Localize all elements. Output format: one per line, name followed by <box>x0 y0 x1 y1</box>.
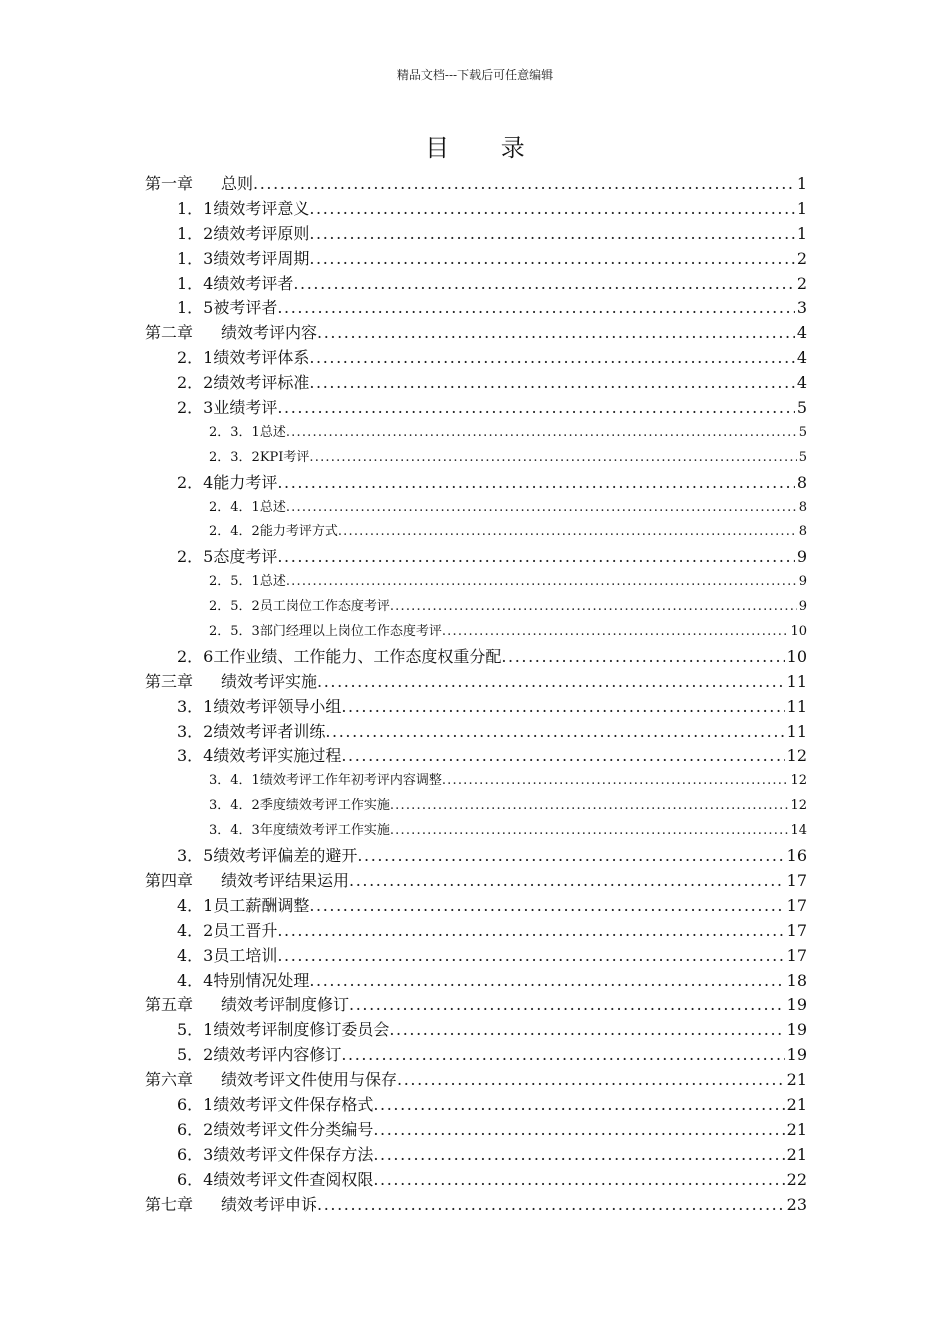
toc-dot-leader <box>309 894 784 919</box>
toc-entry-title: 2．5．3部门经理以上岗位工作态度考评 <box>209 624 442 640</box>
toc-entry-title: 3．4绩效考评实施过程 <box>177 746 342 766</box>
toc-entry-title: 2．5．2员工岗位工作态度考评 <box>209 599 390 615</box>
toc-dot-leader <box>286 496 797 521</box>
toc-entry-title: 2．6工作业绩、工作能力、工作态度权重分配 <box>177 646 502 666</box>
toc-chapter-number: 第五章 <box>145 995 194 1015</box>
toc-entry-title: 2．5．1总述 <box>209 574 286 590</box>
toc-entry-label <box>177 1093 373 1118</box>
toc-dot-leader <box>390 595 797 620</box>
toc-page-number: 17 <box>786 870 807 890</box>
toc-chapter-number: 第七章 <box>145 1194 194 1214</box>
toc-entry[interactable] <box>145 869 807 894</box>
toc-page-number: 2 <box>796 273 807 293</box>
toc-entry-label <box>209 595 390 620</box>
toc-page-number: 3 <box>796 298 807 318</box>
toc-entry-title: 1．2绩效考评原则 <box>177 223 310 243</box>
toc-entry-title: 5．2绩效考评内容修订 <box>177 1045 342 1065</box>
page-title: 目 录 <box>425 134 547 162</box>
toc-dot-leader <box>442 620 789 645</box>
toc-dot-leader <box>309 222 794 247</box>
toc-entry-title: 绩效考评申诉 <box>221 1194 318 1214</box>
toc-page-number: 1 <box>796 223 807 243</box>
toc-entry-title: 4．2员工晋升 <box>177 920 278 940</box>
toc-dot-leader <box>390 819 789 844</box>
toc-entry-label <box>209 769 442 794</box>
toc-chapter-number: 第三章 <box>145 671 194 691</box>
toc-entry-label <box>177 1168 373 1193</box>
toc-page-number: 5 <box>796 398 807 418</box>
toc-entry-title: 6．2绩效考评文件分类编号 <box>177 1119 374 1139</box>
toc-page-number: 12 <box>786 746 807 766</box>
toc-dot-leader <box>501 645 784 670</box>
toc-page-number: 8 <box>798 499 807 515</box>
toc-page-number: 17 <box>786 895 807 915</box>
toc-page-number: 12 <box>790 773 807 789</box>
toc-entry[interactable] <box>145 222 807 247</box>
toc-entry[interactable] <box>145 545 807 570</box>
toc-page-number: 22 <box>786 1169 807 1189</box>
toc-entry-label <box>177 744 341 769</box>
toc-entry-title: 6．1绩效考评文件保存格式 <box>177 1094 374 1114</box>
toc-dot-leader <box>341 1043 784 1068</box>
toc-entry[interactable] <box>145 595 807 620</box>
toc-entry-title: 4．3员工培训 <box>177 945 278 965</box>
toc-dot-leader <box>317 1193 785 1218</box>
toc-entry-label <box>209 446 309 471</box>
toc-entry[interactable] <box>145 744 807 769</box>
toc-page-number: 21 <box>786 1119 807 1139</box>
toc-entry-title: 5．1绩效考评制度修订委员会 <box>177 1020 390 1040</box>
toc-entry[interactable] <box>145 919 807 944</box>
toc-entry[interactable] <box>145 172 807 197</box>
toc-entry-title: 4．4特别情况处理 <box>177 970 310 990</box>
toc-entry-title: 绩效考评文件使用与保存 <box>221 1070 398 1090</box>
toc-entry[interactable] <box>145 1118 807 1143</box>
toc-entry-label <box>177 247 309 272</box>
toc-dot-leader <box>309 371 794 396</box>
toc-page-number: 19 <box>786 1045 807 1065</box>
toc-entry-label <box>177 545 277 570</box>
toc-entry-title: 绩效考评结果运用 <box>221 870 350 890</box>
toc-page-number: 5 <box>798 449 807 465</box>
toc-page-number: 16 <box>786 846 807 866</box>
toc-entry-label <box>177 645 501 670</box>
toc-dot-leader <box>373 1143 784 1168</box>
toc-dot-leader <box>397 1068 785 1093</box>
toc-page-number: 11 <box>786 721 807 741</box>
toc-entry[interactable] <box>145 247 807 272</box>
toc-entry-title: 2．4能力考评 <box>177 472 278 492</box>
toc-entry-title: 总则 <box>221 174 254 193</box>
toc-entry[interactable] <box>145 197 807 222</box>
toc-entry[interactable] <box>145 1093 807 1118</box>
toc-entry[interactable] <box>145 1018 807 1043</box>
toc-entry-label <box>177 197 309 222</box>
toc-entry[interactable] <box>145 769 807 794</box>
toc-entry-title: 2．4．2能力考评方式 <box>209 524 338 540</box>
toc-dot-leader <box>341 744 784 769</box>
toc-entry[interactable] <box>145 720 807 745</box>
toc-dot-leader <box>389 1018 784 1043</box>
table-of-contents <box>145 172 807 1217</box>
toc-dot-leader <box>277 545 794 570</box>
toc-page-number: 12 <box>790 798 807 814</box>
toc-dot-leader <box>317 321 795 346</box>
toc-dot-leader <box>317 670 785 695</box>
toc-page-number: 8 <box>796 472 807 492</box>
toc-page-number: 19 <box>786 1020 807 1040</box>
toc-entry[interactable] <box>145 446 807 471</box>
toc-page-number: 17 <box>786 945 807 965</box>
toc-dot-leader <box>309 446 796 471</box>
toc-entry[interactable] <box>145 1068 807 1093</box>
toc-entry-label <box>177 272 293 297</box>
toc-entry-label <box>209 421 286 446</box>
page-header: 精品文档---下载后可任意编辑 <box>396 68 554 82</box>
toc-entry[interactable] <box>145 670 807 695</box>
toc-page-number: 5 <box>798 424 807 440</box>
toc-page-number: 4 <box>796 323 807 343</box>
toc-entry-label <box>177 1143 373 1168</box>
toc-entry-title: 6．4绩效考评文件查阅权限 <box>177 1169 374 1189</box>
toc-entry[interactable] <box>145 894 807 919</box>
toc-page-number: 19 <box>786 995 807 1015</box>
toc-entry-title: 3．1绩效考评领导小组 <box>177 696 342 716</box>
toc-entry-label <box>145 869 349 894</box>
toc-entry-label <box>145 670 317 695</box>
toc-entry-label <box>145 1193 317 1218</box>
toc-page-number: 21 <box>786 1144 807 1164</box>
toc-entry-title: 3．2绩效考评者训练 <box>177 721 326 741</box>
toc-entry[interactable] <box>145 645 807 670</box>
toc-entry[interactable] <box>145 321 807 346</box>
toc-entry[interactable] <box>145 969 807 994</box>
toc-chapter-number: 第六章 <box>145 1070 194 1090</box>
toc-page-number: 10 <box>790 624 807 640</box>
toc-dot-leader <box>309 346 794 371</box>
toc-entry-label <box>209 570 286 595</box>
toc-entry-label <box>209 794 390 819</box>
toc-entry-label <box>209 819 390 844</box>
toc-entry-title: 1．4绩效考评者 <box>177 273 294 293</box>
toc-entry-title: 6．3绩效考评文件保存方法 <box>177 1144 374 1164</box>
toc-entry-title: 2．3．1总述 <box>209 424 286 440</box>
toc-entry[interactable] <box>145 1168 807 1193</box>
toc-entry[interactable] <box>145 794 807 819</box>
toc-dot-leader <box>277 296 794 321</box>
toc-entry-title: 3．4．3年度绩效考评工作实施 <box>209 823 390 839</box>
toc-entry-label <box>177 222 309 247</box>
toc-entry-label <box>145 172 253 197</box>
toc-dot-leader <box>309 969 784 994</box>
toc-entry[interactable] <box>145 620 807 645</box>
toc-entry[interactable] <box>145 272 807 297</box>
toc-page-number: 8 <box>798 524 807 540</box>
toc-dot-leader <box>373 1093 784 1118</box>
toc-dot-leader <box>357 844 784 869</box>
toc-dot-leader <box>373 1118 784 1143</box>
toc-chapter-number: 第一章 <box>145 174 194 193</box>
toc-entry[interactable] <box>145 1193 807 1218</box>
toc-dot-leader <box>338 520 797 545</box>
toc-entry-label <box>209 520 338 545</box>
toc-entry[interactable] <box>145 396 807 421</box>
toc-entry-title: 1．3绩效考评周期 <box>177 248 310 268</box>
toc-entry[interactable] <box>145 944 807 969</box>
toc-entry[interactable] <box>145 993 807 1018</box>
toc-page-number: 4 <box>796 348 807 368</box>
toc-entry-title: 绩效考评制度修订 <box>221 995 350 1015</box>
toc-dot-leader <box>349 993 785 1018</box>
toc-entry[interactable] <box>145 421 807 446</box>
toc-entry-label <box>177 346 309 371</box>
toc-entry-label <box>177 894 309 919</box>
toc-entry-label <box>145 993 349 1018</box>
toc-dot-leader <box>286 570 797 595</box>
toc-entry[interactable] <box>145 520 807 545</box>
toc-entry-label <box>177 1118 373 1143</box>
toc-entry[interactable] <box>145 570 807 595</box>
toc-entry-label <box>177 695 341 720</box>
toc-entry-title: 绩效考评内容 <box>221 323 318 343</box>
toc-entry-title: 2．3业绩考评 <box>177 398 278 418</box>
toc-entry-title: 2．2绩效考评标准 <box>177 373 310 393</box>
toc-entry-label <box>177 720 325 745</box>
toc-entry-title: 绩效考评实施 <box>221 671 318 691</box>
toc-dot-leader <box>442 769 789 794</box>
toc-entry-title: 2．1绩效考评体系 <box>177 348 310 368</box>
toc-entry-label <box>209 496 286 521</box>
toc-dot-leader <box>277 919 784 944</box>
toc-entry[interactable] <box>145 471 807 496</box>
toc-chapter-number: 第四章 <box>145 870 194 890</box>
toc-entry[interactable] <box>145 371 807 396</box>
toc-page-number: 9 <box>796 547 807 567</box>
toc-dot-leader <box>277 396 794 421</box>
toc-entry[interactable] <box>145 1143 807 1168</box>
toc-dot-leader <box>286 421 797 446</box>
toc-dot-leader <box>277 471 794 496</box>
toc-entry-title: 3．4．2季度绩效考评工作实施 <box>209 798 390 814</box>
toc-page-number: 23 <box>786 1194 807 1214</box>
toc-dot-leader <box>309 197 794 222</box>
toc-entry-label <box>177 944 277 969</box>
toc-dot-leader <box>341 695 784 720</box>
toc-page-number: 9 <box>798 574 807 590</box>
toc-entry[interactable] <box>145 695 807 720</box>
toc-page-number: 1 <box>796 174 807 193</box>
toc-page-number: 21 <box>786 1070 807 1090</box>
toc-entry-title: 2．4．1总述 <box>209 499 286 515</box>
toc-chapter-number: 第二章 <box>145 323 194 343</box>
toc-entry-label <box>145 321 317 346</box>
toc-dot-leader <box>253 172 795 197</box>
toc-entry-title: 3．5绩效考评偏差的避开 <box>177 846 358 866</box>
toc-page-number: 17 <box>786 920 807 940</box>
toc-entry[interactable] <box>145 844 807 869</box>
toc-page-number: 2 <box>796 248 807 268</box>
toc-entry[interactable] <box>145 1043 807 1068</box>
toc-entry-label <box>177 919 277 944</box>
toc-dot-leader <box>277 944 784 969</box>
toc-page-number: 9 <box>798 599 807 615</box>
toc-entry-title: 1．1绩效考评意义 <box>177 198 310 218</box>
toc-page-number: 4 <box>796 373 807 393</box>
toc-entry-label <box>177 844 357 869</box>
toc-entry-label <box>209 620 442 645</box>
toc-entry-label <box>177 1018 389 1043</box>
toc-entry-title: 2．3．2KPI考评 <box>209 449 310 465</box>
toc-page-number: 14 <box>790 823 807 839</box>
toc-page-number: 11 <box>786 671 807 691</box>
toc-entry[interactable] <box>145 346 807 371</box>
toc-page-number: 1 <box>796 198 807 218</box>
toc-entry-label <box>177 296 277 321</box>
toc-page-number: 18 <box>786 970 807 990</box>
toc-entry[interactable] <box>145 296 807 321</box>
toc-page-number: 11 <box>786 696 807 716</box>
toc-dot-leader <box>390 794 789 819</box>
toc-entry-title: 2．5态度考评 <box>177 547 278 567</box>
toc-dot-leader <box>373 1168 784 1193</box>
toc-entry-label <box>177 471 277 496</box>
toc-entry-title: 4．1员工薪酬调整 <box>177 895 310 915</box>
toc-entry-label <box>177 1043 341 1068</box>
toc-entry-label <box>177 371 309 396</box>
toc-entry-title: 1．5被考评者 <box>177 298 278 318</box>
toc-entry-label <box>177 969 309 994</box>
toc-entry[interactable] <box>145 819 807 844</box>
toc-entry-title: 3．4．1绩效考评工作年初考评内容调整 <box>209 773 442 789</box>
toc-dot-leader <box>349 869 785 894</box>
toc-entry[interactable] <box>145 496 807 521</box>
toc-page-number: 10 <box>786 646 807 666</box>
toc-page-number: 21 <box>786 1094 807 1114</box>
toc-entry-label <box>145 1068 397 1093</box>
toc-entry-label <box>177 396 277 421</box>
toc-dot-leader <box>325 720 784 745</box>
toc-dot-leader <box>309 247 794 272</box>
toc-dot-leader <box>293 272 794 297</box>
